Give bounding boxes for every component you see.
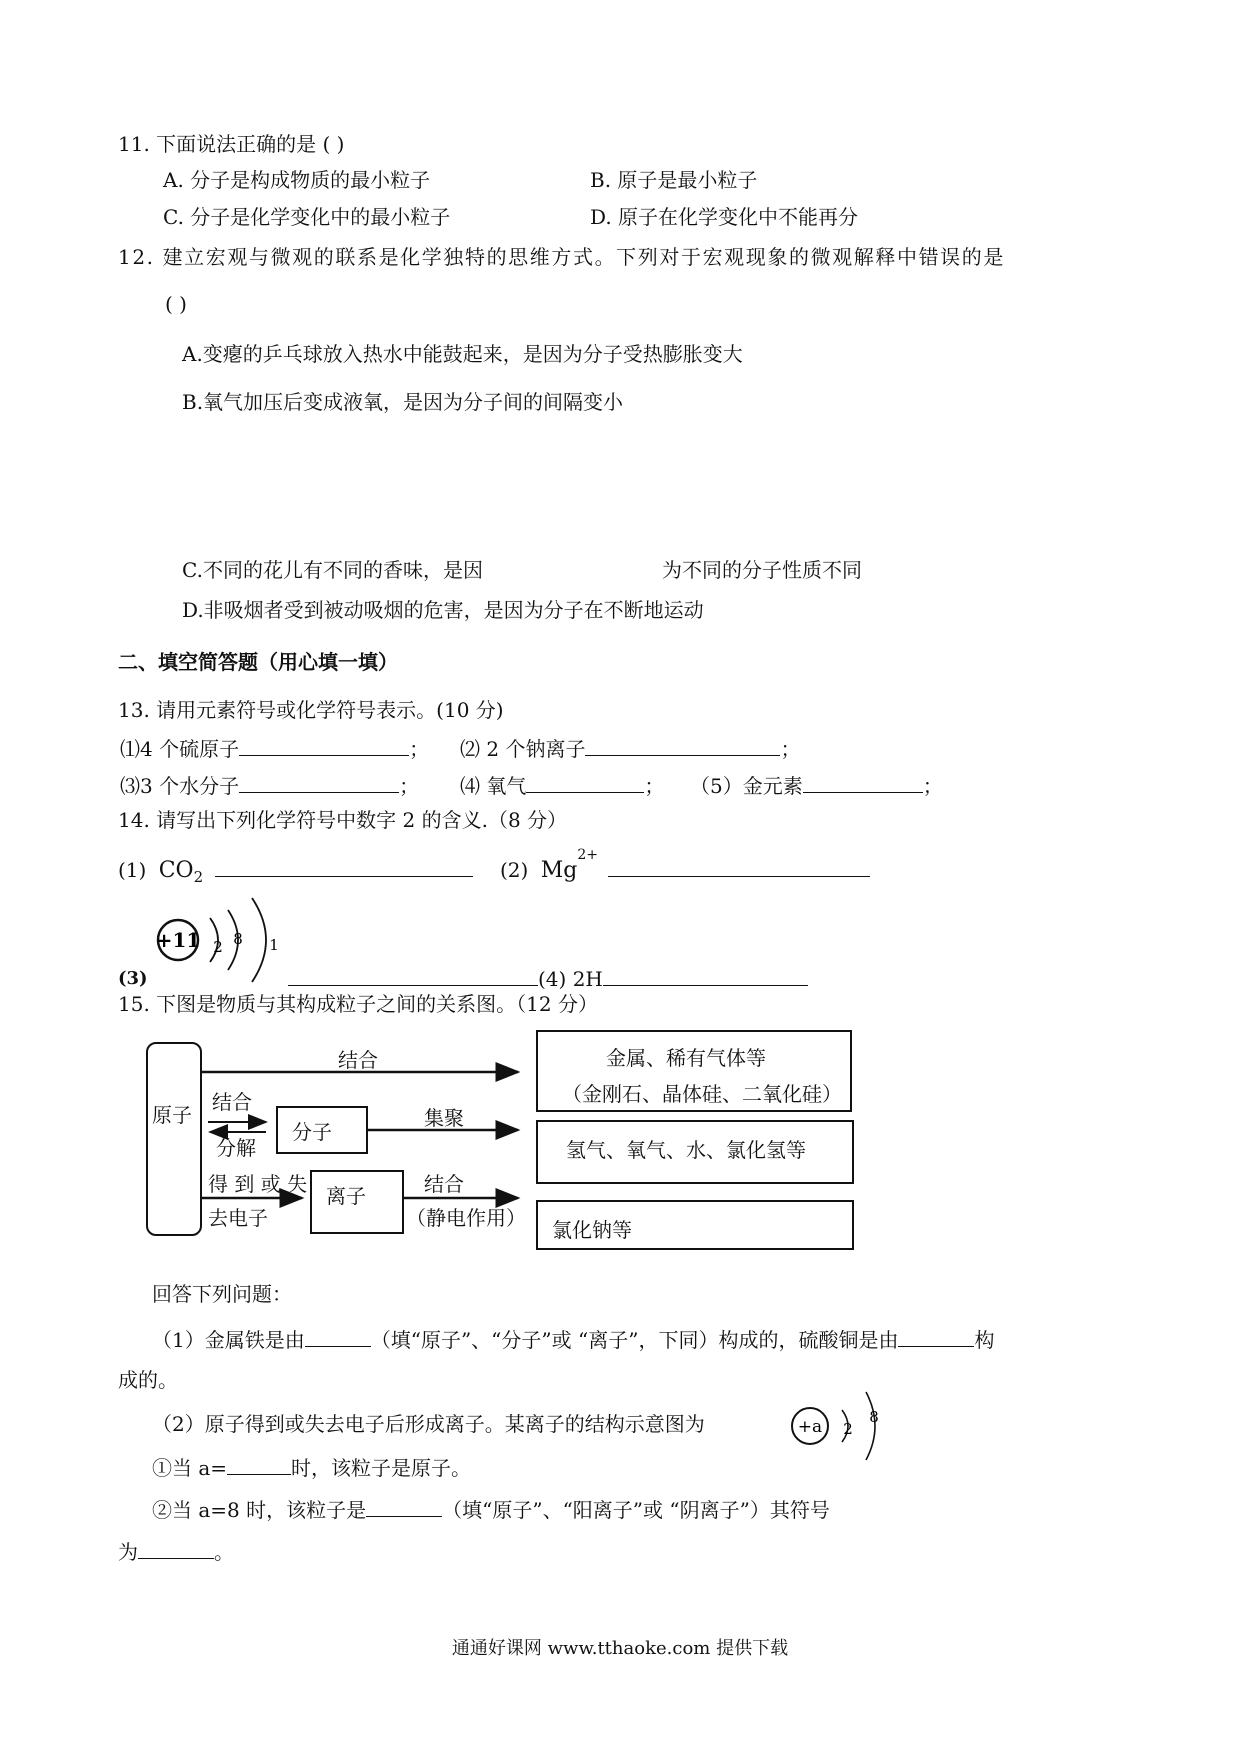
q13-p5-label: （5）金元素 xyxy=(690,774,803,798)
q13-p2-label: ⑵ 2 个钠离子 xyxy=(460,737,586,761)
label-static: （静电作用） xyxy=(406,1206,526,1230)
q13-semi: ； xyxy=(399,774,420,798)
q13-semi: ； xyxy=(780,737,801,761)
ion-shell-1-count: 2 xyxy=(843,1420,853,1438)
q15-a1-text2: （填“原子”、“分子”或 “离子”，下同）构成的，硫酸铜是由 xyxy=(370,1328,899,1352)
label-gain-lose-1: 得 到 或 失 xyxy=(208,1172,308,1196)
q15-a2-3-blank[interactable] xyxy=(138,1538,214,1559)
q15-a1-text3: 构 xyxy=(974,1328,995,1352)
q15-a2-1-line xyxy=(152,1454,471,1480)
shell-1-count: 2 xyxy=(213,938,223,956)
q11-option-a: A. 分子是构成物质的最小粒子 xyxy=(163,168,431,192)
q15-stem: 15. 下图是物质与其构成粒子之间的关系图。（12 分） xyxy=(118,992,598,1016)
q15-a2-2-text1: ②当 a=8 时，该粒子是 xyxy=(152,1498,367,1522)
shell-2-count: 8 xyxy=(233,930,243,948)
label-combine-top: 结合 xyxy=(338,1048,378,1072)
q15-a1-blank2[interactable] xyxy=(898,1326,974,1347)
q11-stem: 11. 下面说法正确的是 ( ) xyxy=(118,132,345,156)
label-combine-ion: 结合 xyxy=(424,1172,464,1196)
q14-p1-label: (1) xyxy=(118,858,147,882)
shell-3-count: 1 xyxy=(269,936,279,954)
q13-semi: ； xyxy=(644,774,665,798)
ion-shell-2-count: 8 xyxy=(869,1408,879,1426)
q15-answer-intro: 回答下列问题： xyxy=(152,1282,292,1306)
q14-p4-label: (4) 2H xyxy=(538,967,603,991)
q12-option-c-part2: 为不同的分子性质不同 xyxy=(662,558,862,582)
page-footer: 通通好课网 www.tthaoke.com 提供下载 xyxy=(451,1638,789,1659)
q15-a2-3-line xyxy=(118,1538,234,1564)
molecule-box-label: 分子 xyxy=(292,1120,332,1144)
q11-option-c: C. 分子是化学变化中的最小粒子 xyxy=(163,205,451,229)
q15-a1-line xyxy=(152,1326,994,1352)
q12-option-d: D.非吸烟者受到被动吸烟的危害，是因为分子在不断地运动 xyxy=(182,598,704,622)
q15-a2-2-blank[interactable] xyxy=(366,1496,442,1517)
q15-a2-3-end: 。 xyxy=(214,1540,234,1564)
label-combine-molecule: 结合 xyxy=(212,1090,252,1114)
q13-p3-label: ⑶3 个水分子 xyxy=(120,774,240,798)
label-decompose: 分解 xyxy=(216,1136,256,1160)
q13-semi: ； xyxy=(922,774,943,798)
q15-a2-3-text: 为 xyxy=(118,1540,138,1564)
q15-a1-blank1[interactable] xyxy=(305,1326,371,1347)
result-1-main: 金属、稀有气体等 xyxy=(606,1046,766,1070)
atom-box-label: 原子 xyxy=(152,1103,192,1127)
label-gather: 集聚 xyxy=(424,1106,464,1130)
q14-p1-formula: CO xyxy=(158,858,194,883)
q12-option-a: A.变瘪的乒乓球放入热水中能鼓起来，是因为分子受热膨胀变大 xyxy=(182,342,743,366)
q15-a2-2-text2: （填“原子”、“阳离子”或 “阴离子”）其符号 xyxy=(442,1498,830,1522)
q13-stem: 13. 请用元素符号或化学符号表示。(10 分) xyxy=(118,698,504,722)
q14-p3-label: (3) xyxy=(118,968,148,989)
q13-p1-label: ⑴4 个硫原子 xyxy=(120,737,240,761)
q14-p1-subscript: 2 xyxy=(193,868,204,886)
q12-option-c-part1: C.不同的花儿有不同的香味，是因 xyxy=(182,558,483,582)
q15-a2-1-blank[interactable] xyxy=(227,1454,291,1475)
q14-p2-label: (2) xyxy=(500,858,529,882)
q11-option-d: D. 原子在化学变化中不能再分 xyxy=(590,205,859,229)
q15-a2-2-line xyxy=(152,1496,830,1522)
q15-a2-line: （2）原子得到或失去电子后形成离子。某离子的结构示意图为 xyxy=(152,1412,705,1436)
q12-option-b: B.氧气加压后变成液氧，是因为分子间的间隔变小 xyxy=(182,390,624,414)
q15-a1-cont: 成的。 xyxy=(118,1368,178,1392)
q15-a1-text1: （1）金属铁是由 xyxy=(152,1328,305,1352)
q12-stem: 12. 建立宏观与微观的联系是化学独特的思维方式。下列对于宏观现象的微观解释中错误的是 xyxy=(118,245,1005,269)
ion-shell-2 xyxy=(866,1392,875,1460)
q12-paren: ( ) xyxy=(165,292,187,316)
q13-p4-label: ⑷ 氧气 xyxy=(460,774,527,798)
q14-p2-formula: Mg xyxy=(540,858,578,883)
q15-a2-1-text2: 时，该粒子是原子。 xyxy=(291,1456,472,1480)
ion-nucleus-charge: +a xyxy=(797,1417,823,1437)
q13-semi: ； xyxy=(409,737,430,761)
q11-option-b: B. 原子是最小粒子 xyxy=(590,168,758,192)
result-2-label: 氢气、氧气、水、氯化氢等 xyxy=(566,1138,806,1162)
ion-structure-diagram xyxy=(780,1384,890,1468)
label-gain-lose-2: 去电子 xyxy=(208,1206,268,1230)
q14-stem: 14. 请写出下列化学符号中数字 2 的含义.（8 分） xyxy=(118,808,568,832)
result-1-sub: （金刚石、晶体硅、二氧化硅） xyxy=(562,1082,842,1106)
q15-a2-1-text1: ①当 a= xyxy=(152,1456,228,1480)
q14-p2-superscript: 2+ xyxy=(577,847,598,864)
nucleus-charge: +11 xyxy=(155,928,201,952)
ion-box-label: 离子 xyxy=(326,1184,366,1208)
result-3-label: 氯化钠等 xyxy=(552,1218,632,1242)
section-heading: 二、填空简答题（用心填一填） xyxy=(118,650,398,674)
